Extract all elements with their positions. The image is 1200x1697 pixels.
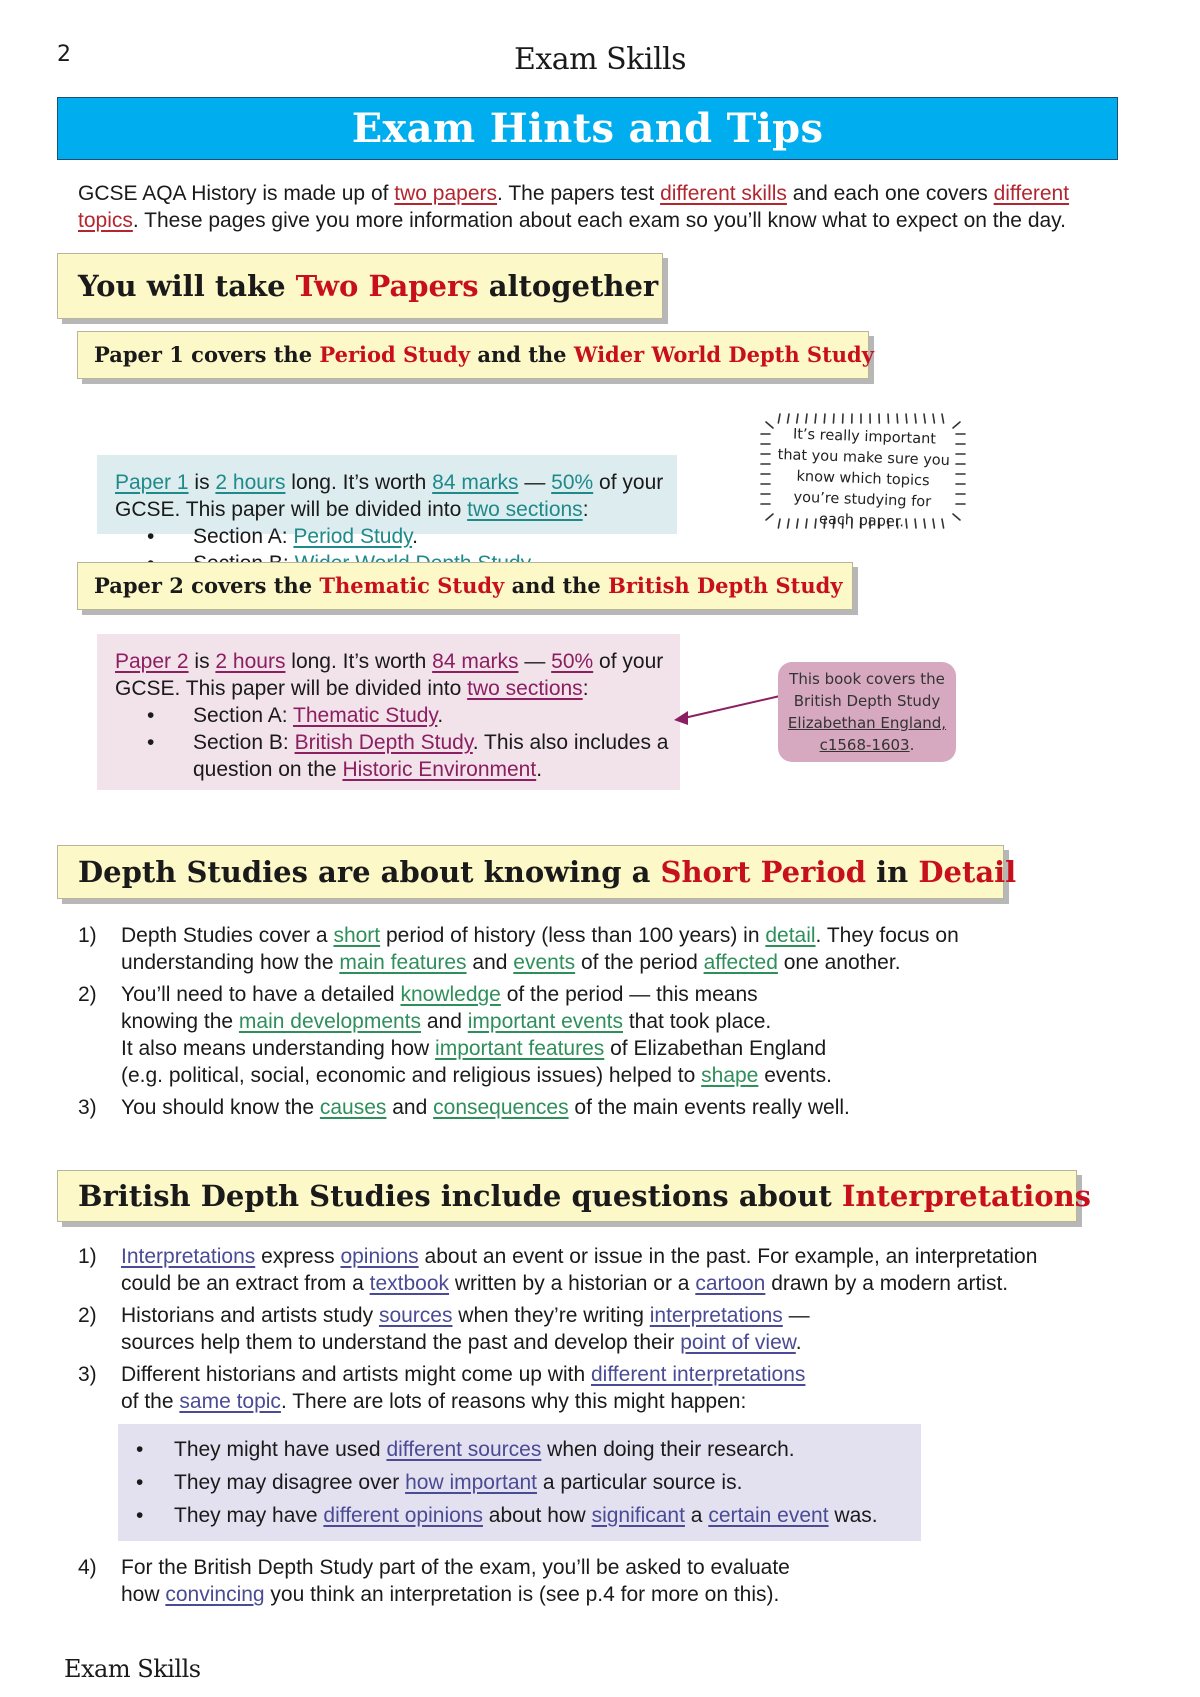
highlighted-term: different topics: [78, 182, 1070, 232]
tip-callout-text: It’s really important that you make sure you know which topics you’re studying for each paper.: [777, 426, 951, 531]
text-run: For the British Depth Study part of the exam, you’ll be asked to evaluate: [121, 1556, 790, 1579]
heading-interpretations: [57, 1170, 1091, 1222]
list-item: [193, 702, 675, 729]
text-run: —: [782, 1304, 810, 1327]
text-run: .: [437, 704, 444, 727]
highlighted-term: point of view: [680, 1331, 796, 1354]
text-run: :: [582, 498, 589, 521]
highlighted-term: Paper 1: [115, 471, 189, 494]
highlighted-term: important features: [435, 1037, 605, 1060]
highlighted-term: Period Study: [319, 342, 471, 367]
highlighted-term: Elizabethan England, c1568-1603: [787, 714, 947, 754]
text-run: Paper 1 covers the: [94, 342, 320, 367]
highlighted-term: main features: [339, 951, 467, 974]
text-run: how: [121, 1583, 166, 1606]
highlighted-term: Thematic Study: [319, 573, 505, 598]
text-run: Different historians and artists might come up with: [121, 1363, 591, 1386]
list-item: [118, 1499, 921, 1532]
list-item: [60, 1554, 1080, 1608]
text-run: was.: [828, 1504, 878, 1527]
heading-depth-studies: [57, 845, 1017, 899]
book-coverage-note: [778, 662, 956, 762]
highlighted-term: significant: [591, 1504, 685, 1527]
text-run: and: [386, 1096, 434, 1119]
list-item: [60, 922, 1080, 976]
running-head: Exam Skills: [513, 42, 687, 77]
paper2-description: [115, 648, 675, 702]
page-number: 2: [57, 42, 71, 67]
highlighted-term: detail: [765, 924, 816, 947]
text-run: and the: [470, 342, 574, 367]
text-run: :: [582, 677, 589, 700]
highlighted-term: 2 hours: [215, 650, 286, 673]
highlighted-term: Interpretations: [841, 1179, 1091, 1213]
list-item: [60, 1243, 1140, 1297]
highlighted-term: two papers: [394, 182, 498, 205]
text-run: .: [795, 1331, 802, 1354]
text-run: —: [518, 650, 552, 673]
text-run: and: [466, 951, 514, 974]
reasons-list: [118, 1433, 921, 1532]
text-run: Paper 2 covers the: [94, 573, 320, 598]
text-run: British Depth Studies include questions about: [78, 1179, 842, 1213]
text-run: and the: [504, 573, 609, 598]
text-run: about how: [482, 1504, 592, 1527]
text-run: It also means understanding how: [121, 1037, 436, 1060]
text-run: a: [684, 1504, 709, 1527]
text-run: period of history (less than 100 years) in: [380, 924, 766, 947]
item-text: [121, 922, 1080, 976]
text-run: of Elizabethan England: [604, 1037, 827, 1060]
highlighted-term: Two Papers: [295, 269, 479, 303]
text-run: sources help them to understand the past and develop their: [121, 1331, 681, 1354]
highlighted-term: 84 marks: [432, 471, 519, 494]
highlighted-term: convincing: [165, 1583, 265, 1606]
highlighted-term: affected: [703, 951, 778, 974]
text-run: . There are lots of reasons why this might happen:: [280, 1390, 747, 1413]
highlighted-term: short: [333, 924, 381, 947]
text-run: events.: [758, 1064, 832, 1087]
paper2-sections-list: [115, 702, 675, 783]
highlighted-term: different opinions: [323, 1504, 483, 1527]
item-text: [121, 1094, 1080, 1121]
text-run: This book covers the British Depth Study: [789, 670, 945, 710]
highlighted-term: different sources: [386, 1438, 542, 1461]
text-run: could be an extract from a: [121, 1272, 370, 1295]
highlighted-term: 50%: [551, 471, 594, 494]
text-run: . The papers test: [497, 182, 661, 205]
text-run: . They focus on understanding how the: [121, 924, 959, 974]
item-text: [121, 1302, 1140, 1356]
list-item: [118, 1466, 921, 1499]
highlighted-term: Paper 2: [115, 650, 189, 673]
item-number: 4): [78, 1556, 97, 1579]
text-run: you think an interpretation is (see p.4 for more on this).: [264, 1583, 780, 1606]
text-run: . This also includes a question on the: [193, 731, 669, 781]
item-text: [121, 1243, 1140, 1297]
list-item: [60, 1094, 1080, 1121]
highlighted-term: Detail: [918, 855, 1017, 889]
highlighted-term: events: [513, 951, 576, 974]
text-run: and: [421, 1010, 468, 1033]
highlighted-term: different interpretations: [591, 1363, 806, 1386]
highlighted-term: textbook: [369, 1272, 450, 1295]
interpretation-item-4: [60, 1554, 1080, 1613]
text-run: one another.: [777, 951, 901, 974]
text-run: when they’re writing: [452, 1304, 650, 1327]
highlighted-term: important events: [467, 1010, 623, 1033]
text-run: written by a historian or a: [449, 1272, 696, 1295]
paper2-info-box: [97, 634, 680, 790]
item-text: [121, 1554, 1080, 1608]
text-run: about an event or issue in the past. For example, an interpretation: [418, 1245, 1038, 1268]
text-run: of the period — this means: [500, 983, 758, 1006]
list-item: [193, 729, 675, 783]
interpretations-list: [60, 1243, 1140, 1420]
highlighted-term: Thematic Study: [293, 704, 438, 727]
highlighted-term: 84 marks: [432, 650, 519, 673]
highlighted-term: opinions: [340, 1245, 419, 1268]
arrow-icon: [670, 690, 785, 730]
highlighted-term: Wider World Depth Study: [573, 342, 874, 367]
depth-studies-list: [60, 922, 1080, 1126]
text-run: of your GCSE. This paper will be divided into: [115, 650, 664, 700]
highlighted-term: different skills: [660, 182, 787, 205]
title-banner: [57, 97, 1118, 160]
highlighted-term: British Depth Study: [294, 731, 473, 754]
text-run: . These pages give you more information about each exam so you’ll know what to expect on the day.: [132, 209, 1066, 232]
text-run: knowing the: [121, 1010, 239, 1033]
reasons-box: [118, 1424, 921, 1541]
highlighted-term: same topic: [179, 1390, 281, 1413]
highlighted-term: cartoon: [695, 1272, 766, 1295]
paper1-info-box: [97, 455, 677, 548]
list-item: [60, 1302, 1140, 1356]
item-number: 3): [78, 1096, 97, 1119]
text-run: of the main events really well.: [568, 1096, 850, 1119]
heading-paper1: [77, 331, 874, 379]
text-run: is: [188, 471, 216, 494]
text-run: They might have used: [174, 1438, 387, 1461]
highlighted-term: how important: [405, 1471, 538, 1494]
highlighted-term: two sections: [467, 677, 583, 700]
text-run: long. It’s worth: [285, 650, 433, 673]
highlighted-term: interpretations: [649, 1304, 783, 1327]
intro-paragraph: [78, 180, 1123, 234]
item-number: 2): [78, 1304, 97, 1327]
list-item: [193, 523, 671, 550]
item-number: 1): [78, 1245, 97, 1268]
highlighted-term: 2 hours: [215, 471, 286, 494]
text-run: —: [518, 471, 552, 494]
heading-two-papers: [57, 253, 663, 319]
text-run: They may disagree over: [174, 1471, 406, 1494]
list-item: [118, 1433, 921, 1466]
highlighted-term: consequences: [433, 1096, 569, 1119]
item-number: 1): [78, 924, 97, 947]
highlighted-term: two sections: [467, 498, 583, 521]
text-run: .: [412, 525, 418, 548]
highlighted-term: main developments: [238, 1010, 422, 1033]
text-run: of the: [121, 1390, 180, 1413]
highlighted-term: Interpretations: [121, 1245, 256, 1268]
text-run: Depth Studies are about knowing a: [78, 855, 661, 889]
text-run: and each one covers: [786, 182, 994, 205]
text-run: .: [536, 758, 543, 781]
text-run: a particular source is.: [537, 1471, 743, 1494]
highlighted-term: Period Study: [293, 525, 413, 548]
text-run: long. It’s worth: [285, 471, 433, 494]
paper1-description: [115, 469, 671, 523]
highlighted-term: Historic Environment: [342, 758, 537, 781]
highlighted-term: causes: [319, 1096, 387, 1119]
tip-callout: [758, 410, 968, 532]
page-title: Exam Hints and Tips: [351, 105, 824, 152]
list-item: [60, 981, 1080, 1089]
text-run: in: [866, 855, 919, 889]
text-run: You should know the: [121, 1096, 320, 1119]
text-run: drawn by a modern artist.: [765, 1272, 1009, 1295]
text-run: .: [909, 736, 915, 754]
highlighted-term: shape: [701, 1064, 759, 1087]
text-run: is: [188, 650, 216, 673]
text-run: altogether: [478, 269, 659, 303]
text-run: Section A:: [193, 704, 294, 727]
text-run: They may have: [174, 1504, 324, 1527]
text-run: of the period: [575, 951, 704, 974]
highlighted-term: certain event: [708, 1504, 829, 1527]
item-number: 3): [78, 1363, 97, 1386]
text-run: GCSE AQA History is made up of: [78, 182, 395, 205]
item-text: [121, 981, 1080, 1089]
list-item: [60, 1361, 1140, 1415]
text-run: of your GCSE. This paper will be divided into: [115, 471, 664, 521]
text-run: express: [255, 1245, 341, 1268]
footer-label: Exam Skills: [64, 1655, 201, 1683]
highlighted-term: Short Period: [660, 855, 867, 889]
item-number: 2): [78, 983, 97, 1006]
text-run: that took place.: [623, 1010, 772, 1033]
text-run: Historians and artists study: [121, 1304, 379, 1327]
highlighted-term: sources: [378, 1304, 453, 1327]
text-run: Section B:: [193, 731, 295, 754]
heading-paper2: [77, 562, 853, 610]
highlighted-term: knowledge: [400, 983, 501, 1006]
text-run: (e.g. political, social, economic and religious issues) helped to: [121, 1064, 702, 1087]
text-run: when doing their research.: [541, 1438, 795, 1461]
item-text: [121, 1361, 1140, 1415]
text-run: You will take: [78, 269, 296, 303]
text-run: You’ll need to have a detailed: [121, 983, 401, 1006]
text-run: Section A:: [193, 525, 294, 548]
text-run: Depth Studies cover a: [121, 924, 334, 947]
highlighted-term: 50%: [551, 650, 594, 673]
highlighted-term: British Depth Study: [608, 573, 843, 598]
